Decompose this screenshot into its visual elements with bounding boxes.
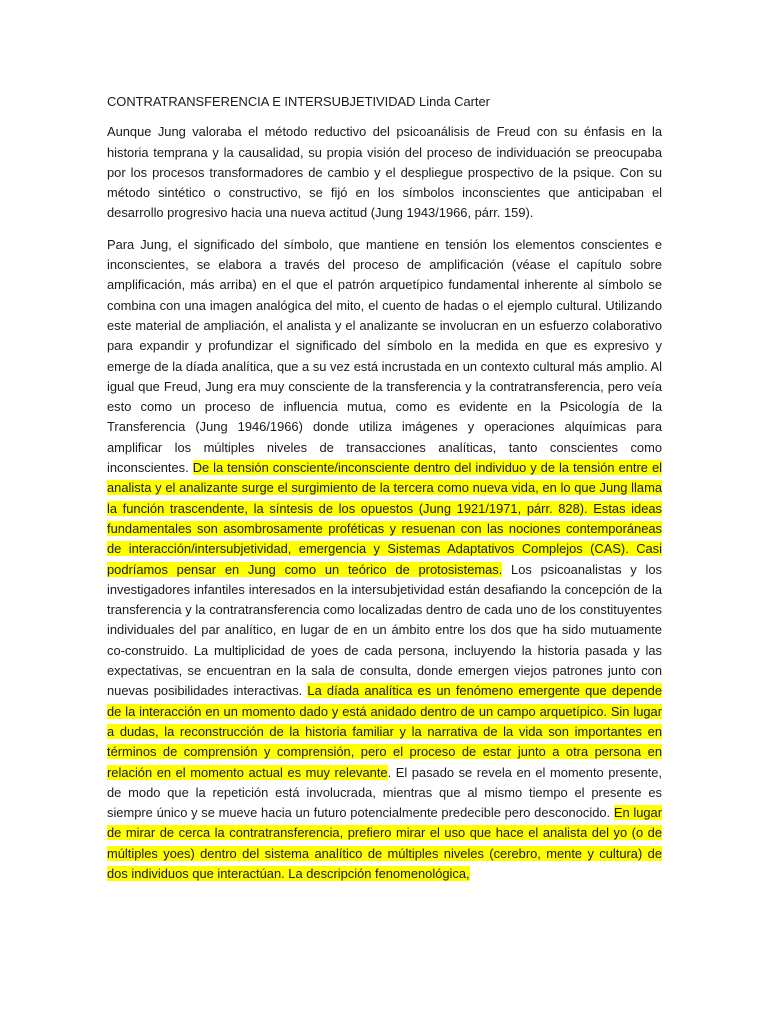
highlighted-segment: De la tensión consciente/inconsciente dentro del individuo y de la tensión entre el analista y el analizante surge el surgimiento de la tercera como nueva vida, en lo que Jung llama la función trascendente, la síntesis de los opuestos (Jung 1921/1971, párr. 828). Estas ideas fundamentales son asombrosamente proféticas y resuenan con las nociones contemporáneas de interacción/intersubjetividad, emergencia y Sistemas Adaptativos Complejos (CAS). Casi podríamos pensar en Jung como un teórico de protosistemas. — [107, 460, 662, 577]
text-segment: Para Jung, el significado del símbolo, que mantiene en tensión los elementos conscientes e inconscientes, se elabora a través del proceso de amplificación (véase el capítulo sobre amplificación, más arriba) en el que el patrón arquetípico fundamental inherente al símbolo se combina con una imagen analógica del mito, el cuento de hadas o el ejemplo cultural. Utilizando este material de ampliación, el analista y el analizante se involucran en un esfuerzo colaborativo para expandir y profundizar el significado del símbolo en la medida en que es expresivo y emerge de la díada analítica, que a su vez está incrustada en un contexto cultural más amplio. Al igual que Freud, Jung era muy consciente de la transferencia y la contratransferencia, pero veía esto como un proceso de influencia mutua, como es evidente en la Psicología de la Transferencia (Jung 1946/1966) donde utiliza imágenes y operaciones alquímicas para amplificar los múltiples niveles de transacciones analíticas, tanto conscientes como inconscientes. — [107, 236, 662, 476]
text-segment: Los psicoanalistas y los investigadores infantiles interesados en la intersubjetividad están desafiando la concepción de la transferencia y la contratransferencia como localizadas dentro de cada uno de los constituyentes individuales del par analítico, en lugar de en un ámbito entre los dos que ha sido mutuamente co-construido. La multiplicidad de yoes de cada persona, incluyendo la historia pasada y las expectativas, se encuentran en la sala de consulta, donde emergen viejos patrones junto con nuevas posibilidades interactivas. — [107, 561, 662, 699]
paragraph-main — [107, 235, 662, 885]
document-title: CONTRATRANSFERENCIA E INTERSUBJETIVIDAD Linda Carter — [107, 94, 490, 109]
paragraph-intro: Aunque Jung valoraba el método reductivo del psicoanálisis de Freud con su énfasis en la historia temprana y la causalidad, su propia visión del proceso de individuación se preocupaba por los procesos transformadores de cambio y el despliegue prospectivo de la psique. Con su método sintético o constructivo, se fijó en los símbolos inconscientes que anticipaban el desarrollo progresivo hacia una nueva actitud (Jung 1943/1966, párr. 159). — [107, 124, 662, 221]
document-page — [107, 92, 662, 895]
highlighted-segment: En lugar de mirar de cerca la contratransferencia, prefiero mirar el uso que hace el analista del yo (o de múltiples yoes) dentro del sistema analítico de múltiples niveles (cerebro, mente y cultura) de dos individuos que interactúan. La descripción fenomenológica, — [107, 805, 662, 881]
highlighted-segment: La díada analítica es un fenómeno emergente que depende de la interacción en un momento dado y está anidado dentro de un campo arquetípico. Sin lugar a dudas, la reconstrucción de la historia familiar y la narrativa de la vida son importantes en términos de comprensión y comprensión, pero el proceso de estar junto a otra persona en relación en el momento actual es muy relevante — [107, 683, 662, 780]
text-segment: . El pasado se revela en el momento presente, de modo que la repetición está involucrada, mientras que al mismo tiempo el presente es siempre único y se mueve hacia un futuro potencialmente predecible pero desconocido. — [107, 764, 663, 821]
